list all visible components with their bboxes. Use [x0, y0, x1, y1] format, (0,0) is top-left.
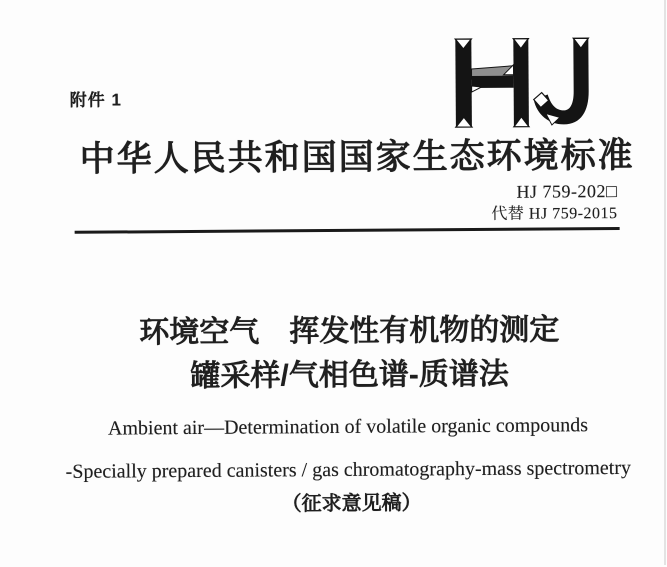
- hj-logo-icon: [448, 31, 599, 132]
- attachment-label: 附件 1: [69, 90, 122, 110]
- standard-replaces-label: 代替 HJ 759-2015: [491, 205, 618, 223]
- standard-category-title: 中华人民共和国国家生态环境标准: [79, 135, 635, 179]
- draft-status-note: （征求意见稿）: [281, 492, 422, 516]
- document-title-cn-line2: 罐采样/气相色谱-质谱法: [190, 357, 509, 394]
- document-title-cn-line1: 环境空气 挥发性有机物的测定: [139, 313, 560, 350]
- hj-logo-letter-h: [455, 39, 529, 128]
- standard-number: HJ 759-202□: [516, 181, 618, 202]
- hj-logo-letter-j: [533, 38, 589, 125]
- scan-edge-artifact: [664, 0, 666, 565]
- document-title-en-line1: Ambient air—Determination of volatile organic compounds: [107, 414, 589, 440]
- standard-number-block: [491, 182, 617, 224]
- document-title-cn: [0, 308, 667, 401]
- document-title-en-line2: -Specially prepared canisters / gas chromatography-mass spectrometry: [65, 456, 632, 483]
- header-divider-rule: [75, 227, 620, 233]
